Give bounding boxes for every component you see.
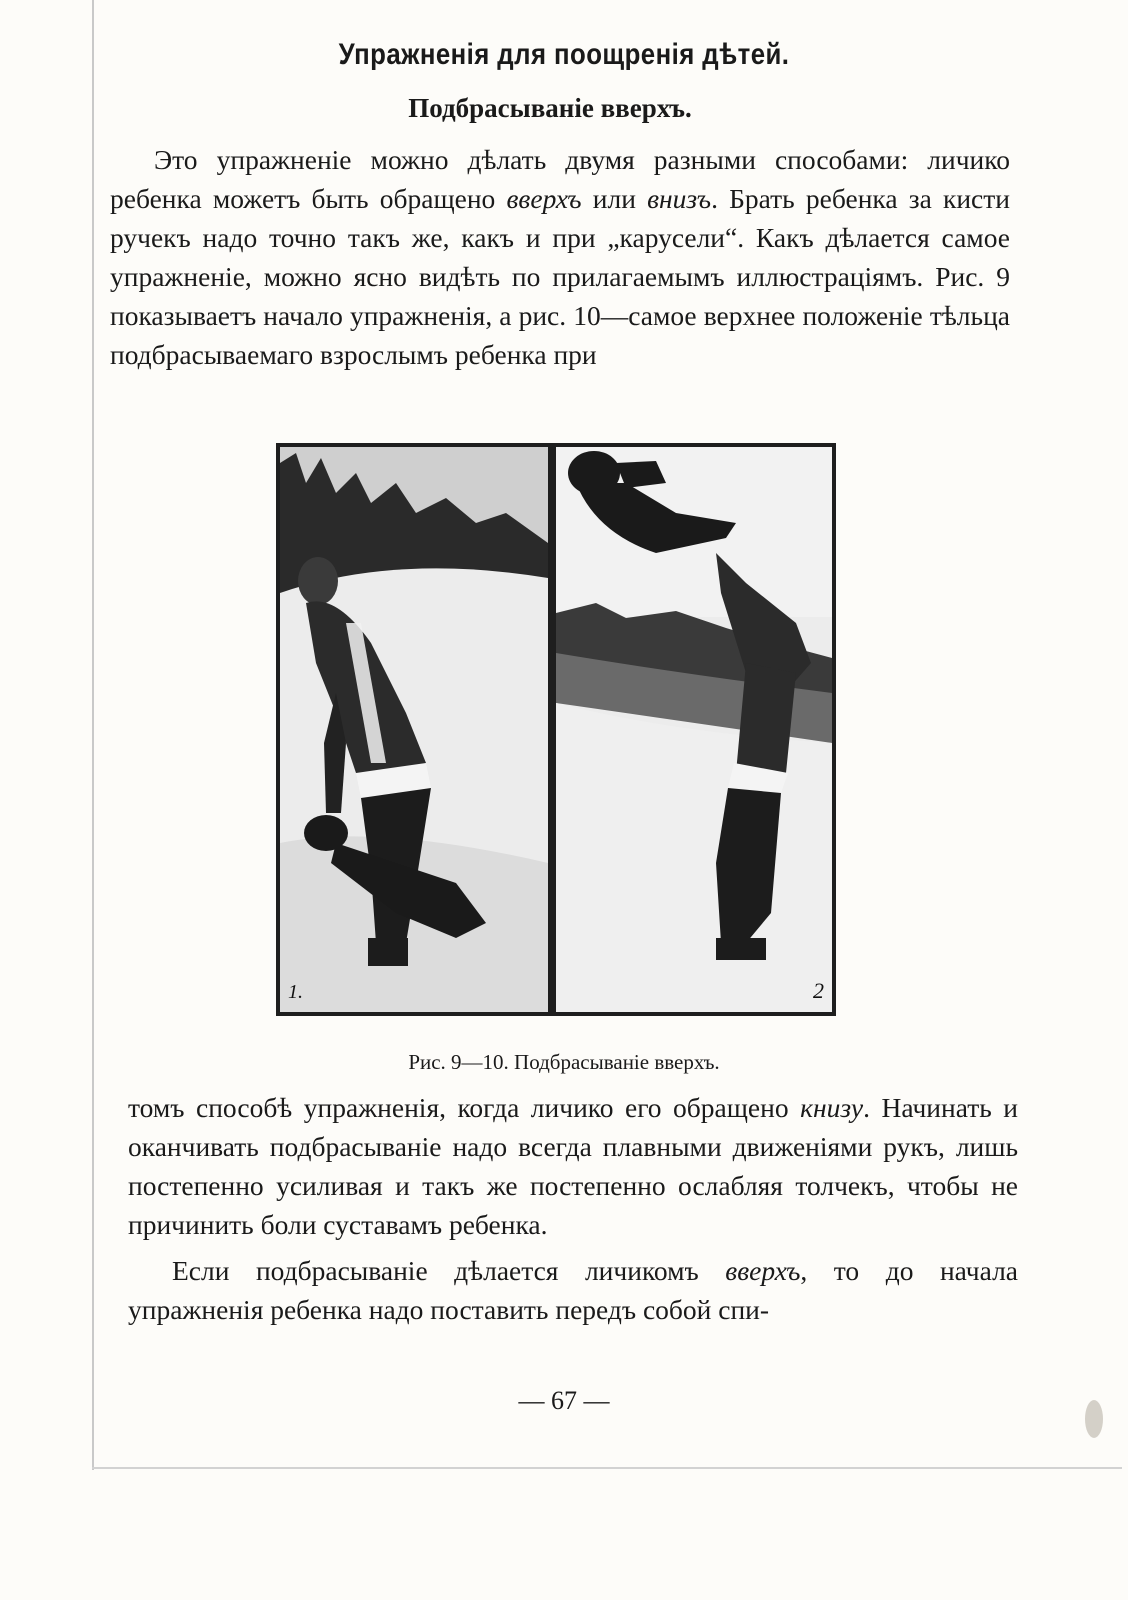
paragraph-3-text-b: , то до начала упражненія ребенка надо поставить передъ собой спи-: [128, 1255, 1018, 1325]
page-number: — 67 —: [518, 1386, 610, 1415]
paragraph-1-emphasis-b: внизъ: [647, 183, 712, 214]
paragraph-2: [128, 1088, 1018, 1244]
paragraph-1-emphasis-a: вверхъ: [506, 183, 582, 214]
paragraph-3-text-a: Если подбрасываніе дѣлается личикомъ: [172, 1255, 726, 1286]
figure-caption: Рис. 9—10. Подбрасываніе вверхъ.: [408, 1050, 720, 1074]
paragraph-3-emphasis-a: вверхъ: [725, 1255, 801, 1286]
paragraph-2-text-a: томъ способѣ упражненія, когда личико его обращено: [128, 1092, 801, 1123]
page-title: Упражненія для поощренія дѣтей.: [338, 38, 790, 71]
paper-stain: [1085, 1400, 1103, 1438]
photo-left: [280, 447, 548, 1012]
scan-edge-bottom: [92, 1467, 1122, 1469]
paragraph-2-emphasis-a: книзу: [800, 1092, 864, 1123]
paragraph-1-text-b: или: [581, 183, 648, 214]
paragraph-3: [128, 1251, 1018, 1329]
paragraph-2-text-b: . Начинать и оканчивать подбрасываніе надо всегда плавными движеніями рукъ, лишь постепенно усиливая и такъ же постепенно ослабляя толчекъ, чтобы не причинить боли суставамъ ребенка.: [128, 1092, 1019, 1240]
photo-right-label: 2: [813, 978, 824, 1003]
photo-figure: [276, 443, 836, 1016]
paragraph-1: [110, 140, 1010, 374]
photo-right: [556, 447, 832, 1012]
photo-illustration: [276, 443, 836, 1016]
photo-left-label: 1.: [288, 981, 303, 1003]
scan-edge-left: [92, 0, 94, 1470]
section-subtitle: Подбрасываніе вверхъ.: [408, 93, 692, 123]
paragraph-1-text-a: Это упражненіе можно дѣлать двумя разными способами: личико ребенка можетъ быть обращено: [110, 144, 1010, 214]
paragraph-1-text-c: . Брать ребенка за кисти ручекъ надо точно такъ же, какъ и при „карусели“. Какъ дѣлается самое упражненіе, можно ясно видѣть по прилагаемымъ иллюстраціямъ. Рис. 9 показываетъ начало упражненія, а рис. 10—самое верхнее положеніе тѣльца подбрасываемаго взрослымъ ребенка при: [110, 183, 1010, 370]
